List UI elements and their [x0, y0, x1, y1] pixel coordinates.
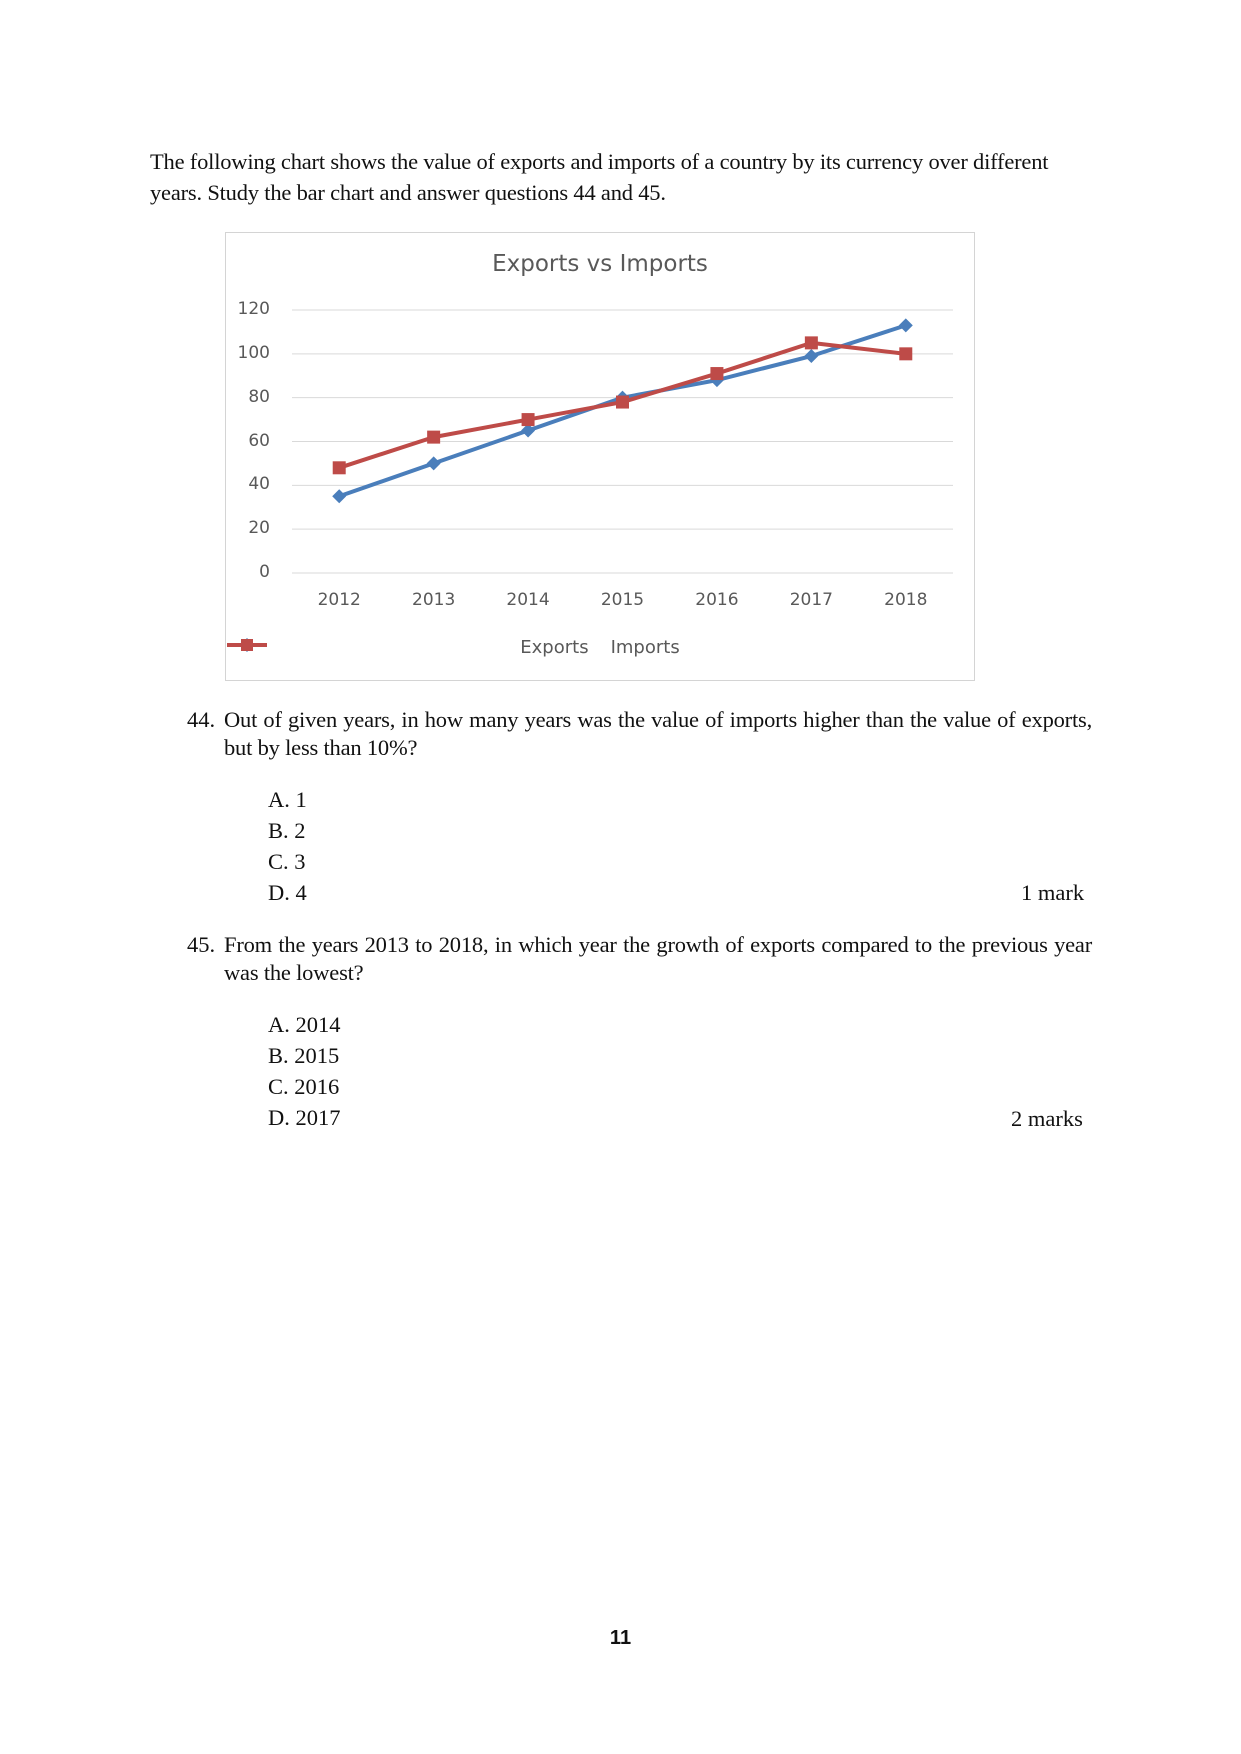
x-tick-label: 2014 [506, 590, 550, 610]
y-tick-label: 100 [237, 342, 270, 363]
data-point-imports [427, 431, 440, 444]
x-tick-label: 2013 [412, 590, 456, 610]
y-tick-label: 80 [248, 386, 270, 407]
data-point-exports [899, 318, 913, 332]
question-text: Out of given years, in how many years was the value of imports higher than the value of exports, but by less than 10%? [224, 707, 1092, 760]
data-point-imports [805, 336, 818, 349]
chart-plot [226, 233, 976, 682]
x-tick-label: 2015 [600, 590, 645, 610]
data-point-exports [427, 456, 441, 470]
line-chart [225, 232, 975, 681]
options-44 [268, 784, 307, 908]
y-tick-label: 0 [259, 562, 270, 582]
option-b: B. 2 [268, 818, 306, 843]
option-d: D. 2017 [268, 1105, 341, 1130]
x-tick-label: 2017 [789, 590, 833, 610]
intro-paragraph: The following chart shows the value of exports and imports of a country by its currency over different years. Study the bar chart and answer questions 44 and 45. [150, 149, 1049, 205]
y-tick-label: 60 [248, 430, 270, 451]
data-point-imports [333, 461, 346, 474]
chart-legend [226, 637, 974, 658]
legend-swatch-imports [226, 637, 268, 653]
question-number: 45. [187, 932, 216, 957]
question-number: 44. [187, 707, 216, 732]
legend-item-exports [520, 637, 588, 658]
question-45 [187, 931, 1092, 987]
option-c: C. 3 [268, 849, 306, 874]
y-tick-label: 20 [248, 518, 270, 539]
option-c: C. 2016 [268, 1074, 340, 1099]
chart-title: Exports vs Imports [492, 251, 708, 277]
option-b: B. 2015 [268, 1043, 340, 1068]
options-45 [268, 1009, 341, 1133]
legend-item-imports [611, 637, 680, 658]
marks-label: 2 marks [1011, 1106, 1083, 1131]
series-line-exports [339, 325, 906, 496]
question-44 [187, 706, 1092, 762]
data-point-imports [616, 396, 629, 409]
x-tick-label: 2016 [695, 590, 739, 610]
legend-label: Imports [610, 637, 680, 658]
option-a: A. 2014 [268, 1012, 341, 1037]
data-point-imports [522, 413, 535, 426]
x-tick-label: 2018 [884, 590, 928, 610]
y-tick-label: 40 [248, 474, 270, 495]
page-number: 11 [609, 1627, 632, 1649]
data-point-exports [332, 489, 346, 503]
legend-label: Exports [520, 637, 589, 658]
y-tick-label: 120 [237, 299, 270, 319]
question-text: From the years 2013 to 2018, in which year the growth of exports compared to the previous year was the lowest? [224, 932, 1092, 985]
option-d: D. 4 [268, 880, 307, 905]
data-point-imports [710, 367, 723, 380]
x-tick-label: 2012 [317, 590, 361, 610]
option-a: A. 1 [268, 787, 307, 812]
data-point-imports [899, 347, 912, 360]
data-point-exports [804, 349, 818, 363]
marks-label: 1 mark [1021, 880, 1085, 905]
